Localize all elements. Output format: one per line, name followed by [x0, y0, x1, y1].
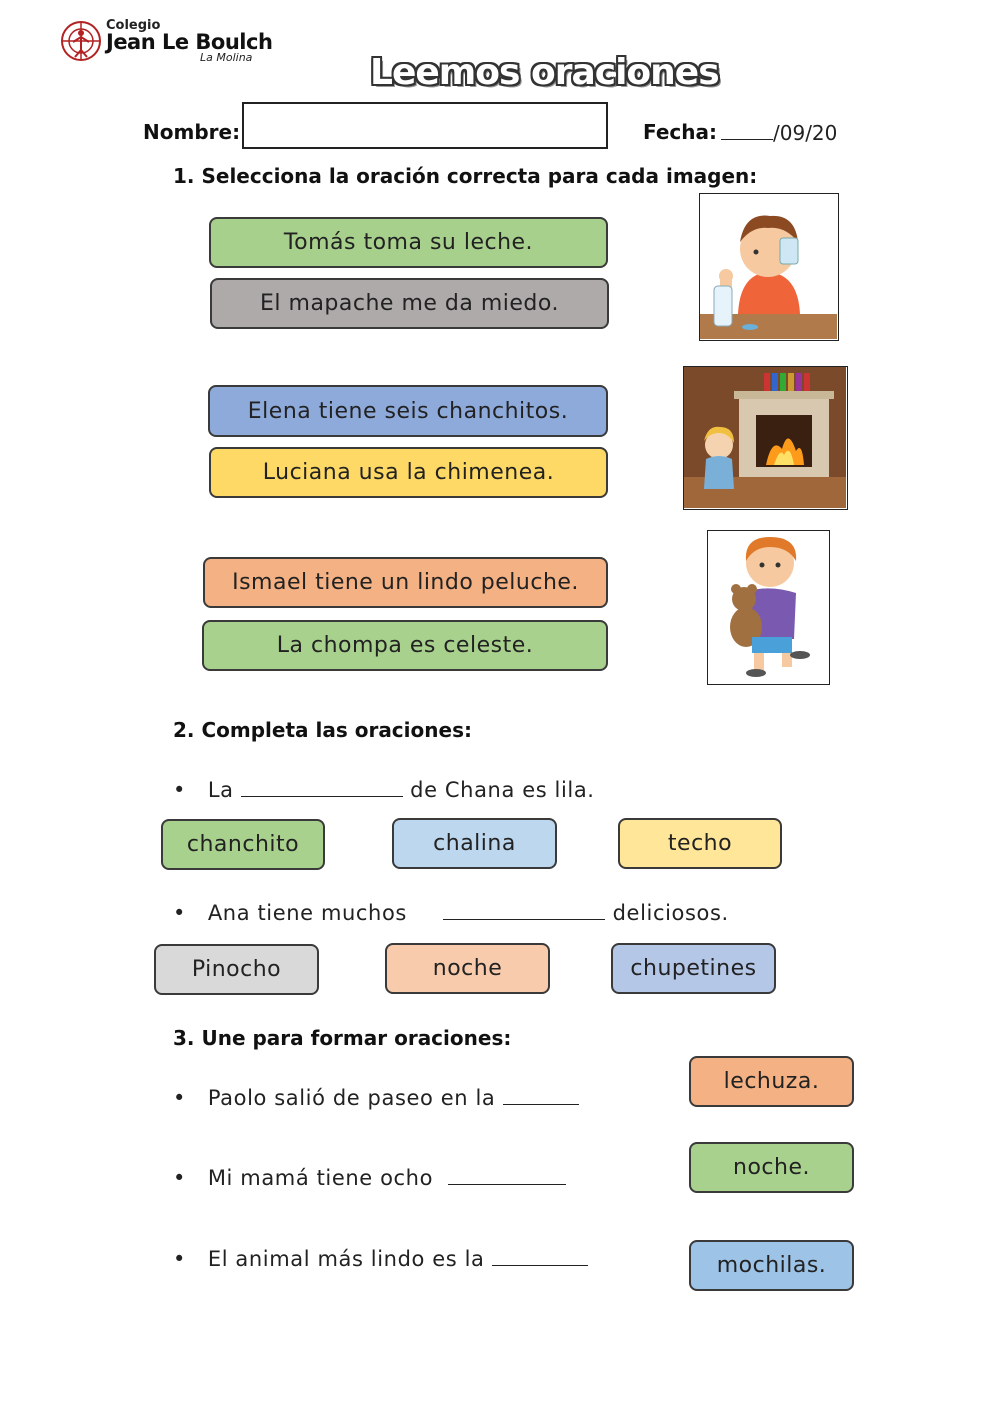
option-sentence[interactable]: La chompa es celeste.: [202, 620, 608, 671]
page-title: Leemos oraciones: [370, 52, 719, 93]
school-logo-icon: [60, 20, 102, 62]
sentence-start: El animal más lindo es la: [207, 1247, 485, 1271]
bullet: •: [173, 901, 186, 925]
section3-heading: 3. Une para formar oraciones:: [173, 1026, 512, 1050]
logo-location: La Molina: [200, 51, 253, 64]
sentence-start: Mi mamá tiene ocho: [207, 1166, 434, 1190]
answer-blank[interactable]: [443, 905, 605, 920]
answer-blank[interactable]: [448, 1170, 566, 1185]
nombre-input[interactable]: [242, 102, 608, 149]
word-option[interactable]: chanchito: [161, 819, 325, 870]
option-sentence[interactable]: Luciana usa la chimenea.: [209, 447, 608, 498]
boy-drinking-milk-image: [699, 193, 839, 341]
match-word[interactable]: mochilas.: [689, 1240, 854, 1291]
bullet: •: [173, 778, 186, 802]
word-option[interactable]: chupetines: [611, 943, 776, 994]
section2-heading: 2. Completa las oraciones:: [173, 718, 472, 742]
answer-blank[interactable]: [503, 1090, 579, 1105]
word-option[interactable]: chalina: [392, 818, 557, 869]
sentence-after: de Chana es lila.: [410, 778, 595, 802]
fecha-day-blank[interactable]: [721, 123, 773, 140]
girl-by-fireplace-image: [683, 366, 848, 510]
match-sentence-2: [173, 1166, 566, 1190]
bullet: •: [173, 1086, 186, 1110]
answer-blank[interactable]: [492, 1251, 588, 1266]
match-word[interactable]: noche.: [689, 1142, 854, 1193]
word-option[interactable]: techo: [618, 818, 782, 869]
fill-sentence-1: [173, 778, 595, 802]
sentence-before: La: [207, 778, 234, 802]
fecha-field[interactable]: [721, 121, 837, 145]
logo-colegio-text: Colegio: [106, 18, 161, 33]
logo-school-name: Jean Le Boulch: [106, 30, 273, 54]
fecha-label: Fecha:: [643, 120, 718, 144]
fecha-suffix: /09/20: [773, 121, 838, 145]
boy-with-teddy-bear-image: [707, 530, 830, 685]
word-option[interactable]: Pinocho: [154, 944, 319, 995]
match-word[interactable]: lechuza.: [689, 1056, 854, 1107]
option-sentence[interactable]: Ismael tiene un lindo peluche.: [203, 557, 608, 608]
option-sentence[interactable]: Tomás toma su leche.: [209, 217, 608, 268]
fill-sentence-2: [173, 901, 729, 925]
answer-blank[interactable]: [241, 782, 403, 797]
option-sentence[interactable]: El mapache me da miedo.: [210, 278, 609, 329]
option-sentence[interactable]: Elena tiene seis chanchitos.: [208, 385, 608, 437]
sentence-after: deliciosos.: [612, 901, 729, 925]
bullet: •: [173, 1247, 186, 1271]
word-option[interactable]: noche: [385, 943, 550, 994]
sentence-start: Paolo salió de paseo en la: [207, 1086, 496, 1110]
nombre-label: Nombre:: [143, 120, 241, 144]
match-sentence-3: [173, 1247, 588, 1271]
section1-heading: 1. Selecciona la oración correcta para cada imagen:: [173, 164, 758, 188]
match-sentence-1: [173, 1086, 579, 1110]
sentence-before: Ana tiene muchos: [207, 901, 407, 925]
bullet: •: [173, 1166, 186, 1190]
